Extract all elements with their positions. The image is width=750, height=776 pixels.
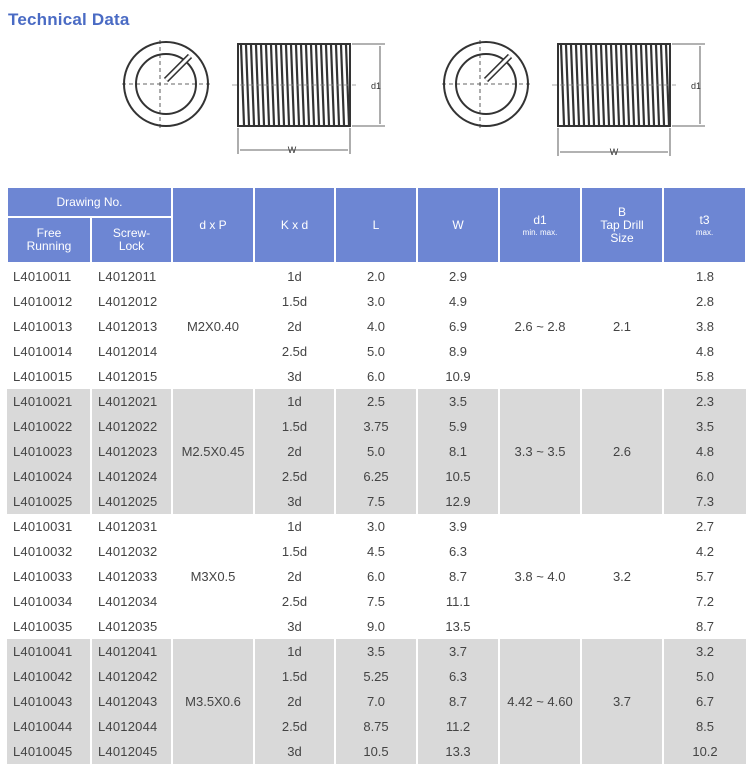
cell-screw-lock: L4012025 bbox=[91, 489, 172, 514]
cell-kxd: 2.5d bbox=[254, 589, 335, 614]
cell-t3: 2.7 bbox=[663, 514, 746, 539]
cell-d1: 3.8 ~ 4.0 bbox=[499, 514, 581, 639]
cell-kxd: 2.5d bbox=[254, 339, 335, 364]
cell-free-running: L4010031 bbox=[13, 519, 73, 534]
cell-screw-lock: L4012044 bbox=[91, 714, 172, 739]
cell-free-running: L4010011 bbox=[13, 269, 72, 284]
header-b-line2: Tap Drill bbox=[600, 217, 644, 232]
cell-l: 7.5 bbox=[335, 489, 417, 514]
cell-free-running: L4010043 bbox=[7, 689, 91, 714]
cell-kxd: 1d bbox=[254, 514, 335, 539]
cell-w: 6.3 bbox=[417, 539, 499, 564]
cell-free-running: L4010042 bbox=[7, 664, 91, 689]
cell-l: 8.75 bbox=[335, 714, 417, 739]
cell-d1: 3.3 ~ 3.5 bbox=[499, 389, 581, 514]
cell-dxp: M3.5X0.6 bbox=[172, 639, 254, 764]
cell-free-running: L4010021 bbox=[7, 389, 91, 414]
cell-t3: 2.8 bbox=[663, 289, 746, 314]
cell-screw-lock: L4012012 bbox=[91, 289, 172, 314]
cell-l: 5.0 bbox=[335, 339, 417, 364]
cell-l: 6.0 bbox=[335, 364, 417, 389]
cell-w: 8.7 bbox=[417, 564, 499, 589]
cell-dxp: M2X0.40 bbox=[172, 263, 254, 389]
cell-w: 12.9 bbox=[417, 489, 499, 514]
cell-free-running: L4010035 bbox=[13, 619, 73, 634]
cell-screw-lock: L4012034 bbox=[91, 589, 172, 614]
cell-free-running: L4010033 bbox=[13, 569, 73, 584]
header-drawing-no: Drawing No. bbox=[7, 187, 172, 217]
cell-free-running: L4010012 bbox=[13, 294, 73, 309]
cell-tap-drill: 2.6 bbox=[581, 389, 663, 514]
cell-tap-drill: 3.7 bbox=[581, 639, 663, 764]
cell-free-running: L4010014 bbox=[13, 344, 73, 359]
cell-kxd: 3d bbox=[254, 364, 335, 389]
cell-w: 5.9 bbox=[417, 414, 499, 439]
cell-t3: 4.8 bbox=[663, 339, 746, 364]
cell-screw-lock: L4012031 bbox=[91, 514, 172, 539]
cell-kxd: 3d bbox=[254, 489, 335, 514]
cell-screw-lock: L4012011 bbox=[91, 263, 172, 289]
header-t3 bbox=[663, 187, 746, 263]
cell-kxd: 1.5d bbox=[254, 414, 335, 439]
cell-l: 4.0 bbox=[335, 314, 417, 339]
header-b bbox=[581, 187, 663, 263]
cell-tap-drill: 3.2 bbox=[581, 514, 663, 639]
free-running-end-view bbox=[122, 40, 210, 128]
cell-free-running: L4010044 bbox=[7, 714, 91, 739]
cell-l: 5.0 bbox=[335, 439, 417, 464]
dim-w-right: W bbox=[609, 147, 619, 157]
cell-l: 2.0 bbox=[335, 263, 417, 289]
cell-d1: 2.6 ~ 2.8 bbox=[499, 263, 581, 389]
header-d1 bbox=[499, 187, 581, 263]
cell-t3: 5.8 bbox=[663, 364, 746, 389]
cell-kxd: 2d bbox=[254, 564, 335, 589]
cell-kxd: 1d bbox=[254, 263, 335, 289]
cell-kxd: 1.5d bbox=[254, 664, 335, 689]
cell-kxd: 2d bbox=[254, 314, 335, 339]
cell-w: 10.5 bbox=[417, 464, 499, 489]
cell-t3: 4.2 bbox=[663, 539, 746, 564]
cell-free-running: L4010023 bbox=[7, 439, 91, 464]
cell-t3: 5.7 bbox=[663, 564, 746, 589]
table-row bbox=[7, 263, 746, 289]
cell-l: 3.75 bbox=[335, 414, 417, 439]
cell-l: 4.5 bbox=[335, 539, 417, 564]
cell-l: 6.25 bbox=[335, 464, 417, 489]
cell-t3: 6.0 bbox=[663, 464, 746, 489]
table-row bbox=[7, 389, 746, 414]
cell-t3: 10.2 bbox=[663, 739, 746, 764]
cell-w: 11.1 bbox=[417, 589, 499, 614]
cell-t3: 3.2 bbox=[663, 639, 746, 664]
cell-kxd: 1d bbox=[254, 389, 335, 414]
cell-t3: 2.3 bbox=[663, 389, 746, 414]
cell-screw-lock: L4012035 bbox=[91, 614, 172, 639]
cell-w: 10.9 bbox=[417, 364, 499, 389]
header-dxp: d x P bbox=[172, 187, 254, 263]
cell-l: 7.5 bbox=[335, 589, 417, 614]
cell-free-running: L4010015 bbox=[13, 369, 73, 384]
cell-dxp: M2.5X0.45 bbox=[172, 389, 254, 514]
dim-w-left: W bbox=[287, 145, 297, 155]
cell-t3: 1.8 bbox=[663, 263, 746, 289]
cell-kxd: 2.5d bbox=[254, 714, 335, 739]
table-row bbox=[7, 639, 746, 664]
free-running-side-view bbox=[232, 44, 385, 155]
cell-l: 7.0 bbox=[335, 689, 417, 714]
cell-l: 9.0 bbox=[335, 614, 417, 639]
cell-screw-lock: L4012023 bbox=[91, 439, 172, 464]
cell-t3: 5.0 bbox=[663, 664, 746, 689]
dim-d1-left: d1 bbox=[371, 81, 382, 91]
cell-t3: 8.5 bbox=[663, 714, 746, 739]
cell-screw-lock: L4012033 bbox=[91, 564, 172, 589]
cell-t3: 7.2 bbox=[663, 589, 746, 614]
header-d1-sub: min. max. bbox=[522, 227, 558, 237]
cell-kxd: 1.5d bbox=[254, 539, 335, 564]
page-title: Technical Data bbox=[8, 10, 130, 29]
cell-kxd: 1d bbox=[254, 639, 335, 664]
cell-l: 6.0 bbox=[335, 564, 417, 589]
cell-screw-lock: L4012013 bbox=[91, 314, 172, 339]
cell-kxd: 3d bbox=[254, 614, 335, 639]
cell-kxd: 1.5d bbox=[254, 289, 335, 314]
cell-l: 5.25 bbox=[335, 664, 417, 689]
table-row bbox=[7, 514, 746, 539]
cell-w: 13.5 bbox=[417, 614, 499, 639]
cell-w: 3.9 bbox=[417, 514, 499, 539]
cell-screw-lock: L4012022 bbox=[91, 414, 172, 439]
cell-screw-lock: L4012043 bbox=[91, 689, 172, 714]
cell-l: 3.5 bbox=[335, 639, 417, 664]
cell-d1: 4.42 ~ 4.60 bbox=[499, 639, 581, 764]
cell-w: 6.3 bbox=[417, 664, 499, 689]
cell-w: 8.1 bbox=[417, 439, 499, 464]
screw-lock-side-view bbox=[552, 44, 705, 157]
cell-l: 3.0 bbox=[335, 289, 417, 314]
cell-kxd: 2d bbox=[254, 689, 335, 714]
header-l: L bbox=[335, 187, 417, 263]
header-t3-sub: max. bbox=[695, 227, 714, 237]
cell-screw-lock: L4012045 bbox=[91, 739, 172, 764]
cell-w: 6.9 bbox=[417, 314, 499, 339]
cell-w: 8.9 bbox=[417, 339, 499, 364]
cell-w: 4.9 bbox=[417, 289, 499, 314]
technical-data-table bbox=[6, 186, 747, 764]
cell-t3: 3.8 bbox=[663, 314, 746, 339]
cell-free-running: L4010045 bbox=[7, 739, 91, 764]
cell-free-running: L4010025 bbox=[7, 489, 91, 514]
technical-drawing bbox=[0, 0, 750, 180]
header-d1-label: d1 bbox=[533, 212, 547, 227]
header-kxd: K x d bbox=[254, 187, 335, 263]
cell-tap-drill: 2.1 bbox=[581, 263, 663, 389]
cell-t3: 6.7 bbox=[663, 689, 746, 714]
cell-w: 3.5 bbox=[417, 389, 499, 414]
cell-screw-lock: L4012032 bbox=[91, 539, 172, 564]
header-b-line3: Size bbox=[610, 230, 634, 245]
cell-free-running: L4010041 bbox=[7, 639, 91, 664]
cell-screw-lock: L4012021 bbox=[91, 389, 172, 414]
cell-t3: 4.8 bbox=[663, 439, 746, 464]
cell-w: 11.2 bbox=[417, 714, 499, 739]
cell-kxd: 2d bbox=[254, 439, 335, 464]
cell-screw-lock: L4012024 bbox=[91, 464, 172, 489]
dim-d1-right: d1 bbox=[691, 81, 702, 91]
cell-t3: 3.5 bbox=[663, 414, 746, 439]
header-b-line1: B bbox=[617, 204, 626, 219]
header-w: W bbox=[417, 187, 499, 263]
cell-screw-lock: L4012015 bbox=[91, 364, 172, 389]
cell-free-running: L4010022 bbox=[7, 414, 91, 439]
cell-w: 8.7 bbox=[417, 689, 499, 714]
cell-w: 3.7 bbox=[417, 639, 499, 664]
cell-free-running: L4010013 bbox=[13, 319, 73, 334]
cell-free-running: L4010024 bbox=[7, 464, 91, 489]
header-t3-label: t3 bbox=[699, 212, 710, 227]
cell-kxd: 2.5d bbox=[254, 464, 335, 489]
header-screw-lock: Screw-Lock bbox=[91, 217, 172, 263]
cell-free-running: L4010032 bbox=[13, 544, 73, 559]
cell-screw-lock: L4012042 bbox=[91, 664, 172, 689]
cell-l: 2.5 bbox=[335, 389, 417, 414]
cell-screw-lock: L4012041 bbox=[91, 639, 172, 664]
screw-lock-end-view bbox=[442, 40, 530, 128]
header-free-running: Free Running bbox=[7, 217, 91, 263]
cell-w: 13.3 bbox=[417, 739, 499, 764]
cell-l: 10.5 bbox=[335, 739, 417, 764]
cell-t3: 8.7 bbox=[663, 614, 746, 639]
cell-screw-lock: L4012014 bbox=[91, 339, 172, 364]
cell-l: 3.0 bbox=[335, 514, 417, 539]
cell-t3: 7.3 bbox=[663, 489, 746, 514]
cell-free-running: L4010034 bbox=[13, 594, 73, 609]
cell-dxp: M3X0.5 bbox=[172, 514, 254, 639]
cell-w: 2.9 bbox=[417, 263, 499, 289]
cell-kxd: 3d bbox=[254, 739, 335, 764]
